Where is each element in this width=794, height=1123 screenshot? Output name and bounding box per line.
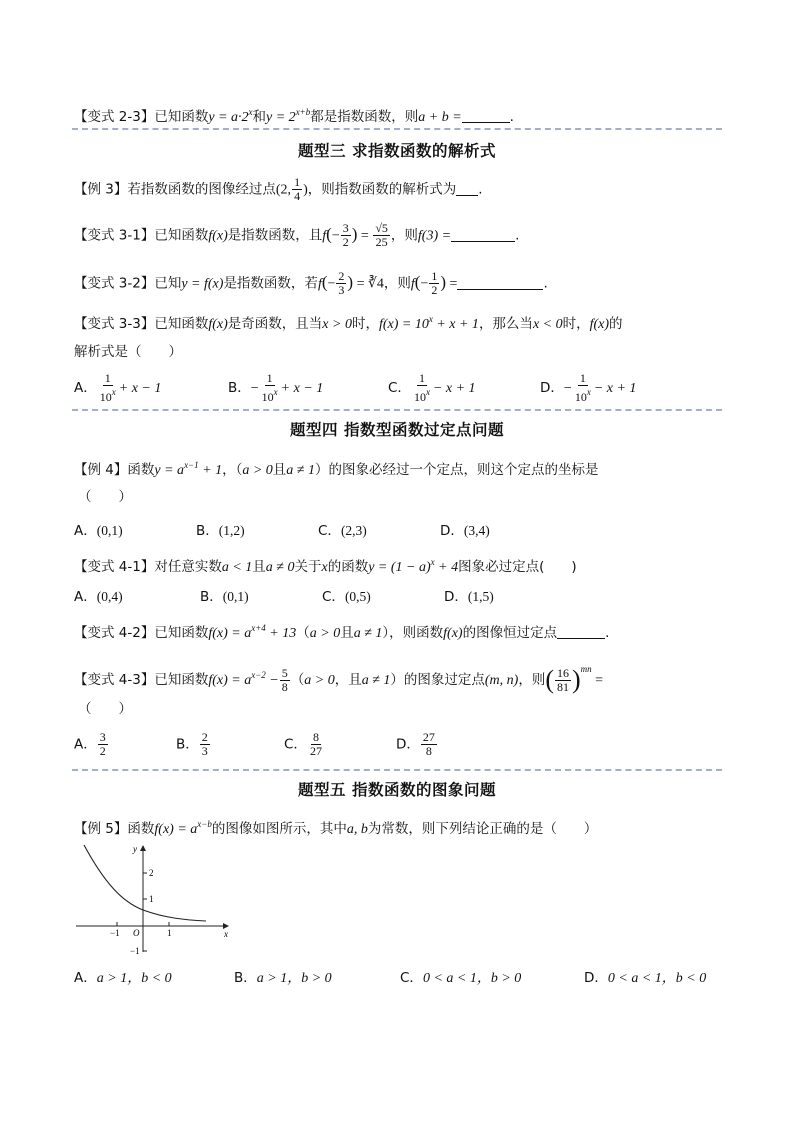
fraction: $\frac{1}{4}$ bbox=[294, 175, 301, 203]
y-label: y bbox=[133, 844, 137, 854]
option-d[interactable]: D．(1,5) bbox=[444, 589, 494, 605]
section-heading-3: 题型三 求指数函数的解析式 bbox=[298, 142, 496, 160]
option-a[interactable]: A． $\frac{1}{10^x}$ + x − 1 bbox=[74, 371, 162, 404]
option-c[interactable]: C． $\frac{8}{27}$ bbox=[284, 730, 322, 758]
answer-blank[interactable] bbox=[557, 626, 605, 639]
variant-4-2: 【变式 4-2】已知函数$f(x) = a^{x+4} + 13(a > 0$且a ≠ 1），则函数f(x)的图像恒过定点 . bbox=[74, 623, 610, 641]
example-label: 【例 5】 bbox=[74, 821, 128, 837]
question-stem-line2: （ ） bbox=[78, 489, 132, 505]
variant-4-3: 【变式 4-3】已知函数$f(x) = a^{x-2}$ − $\frac{5}{8}$ （a > 0，且a ≠ 1）的图象过定点(m, n)，则( $\frac{16}{81}$ )$^{mn}$ = bbox=[74, 664, 604, 694]
variant-label: 【变式 2-3】 bbox=[74, 109, 155, 125]
option-b[interactable]: B．a > 1，b > 0 bbox=[234, 970, 332, 986]
option-d[interactable]: D．− $\frac{1}{10^x}$ − x + 1 bbox=[540, 371, 637, 404]
formula: f(x) bbox=[208, 228, 228, 244]
variant-label: 【变式 3-3】 bbox=[74, 316, 155, 332]
example-3: 【例 3】若指数函数的图像经过点(2, $\frac{1}{4}$ )，则指数函数的解析式为 . bbox=[74, 175, 483, 203]
example-5: 【例 5】函数$f(x) = a^{x-b}$的图像如图所示，其中a, b为常数，则下列结论正确的是（ ） bbox=[74, 819, 598, 837]
variant-3-3: 【变式 3-3】已知函数f(x)是奇函数，且当x > 0时，$f(x) = 10^x + x + 1$，那么当x < 0时，f(x)的 bbox=[74, 314, 623, 332]
divider bbox=[72, 409, 722, 411]
variant-3-2: 【变式 3-2】已知y = f(x)是指数函数，若f(− $\frac{2}{3}$ ) = ∛4，则f(− $\frac{1}{2}$ ) = . bbox=[74, 269, 548, 297]
option-d[interactable]: D．0 < a < 1，b < 0 bbox=[584, 970, 707, 986]
formula: x > 0 bbox=[322, 317, 352, 332]
variant-label: 【变式 4-1】 bbox=[74, 559, 155, 575]
answer-blank[interactable] bbox=[457, 277, 543, 290]
formula: x < 0 bbox=[532, 317, 563, 332]
tick-y-neg1: −1 bbox=[130, 946, 140, 956]
tick-y-1: 1 bbox=[149, 894, 154, 904]
exponential-graph bbox=[70, 842, 235, 957]
formula: f bbox=[410, 276, 415, 292]
tick-x-neg1: −1 bbox=[110, 928, 120, 938]
option-b[interactable]: B．(0,1) bbox=[200, 589, 249, 605]
formula: f(x) bbox=[208, 317, 228, 332]
answer-blank[interactable] bbox=[462, 110, 510, 123]
example-4: 【例 4】函数$y = a^{x-1} + 1$，（a > 0且a ≠ 1）的图象必经过一个定点，则这个定点的坐标是 bbox=[74, 460, 599, 478]
divider bbox=[72, 769, 722, 771]
variant-2-3: 【变式 2-3】已知函数$y = a\cdot 2^x$和$y = 2^{x+b}$都是指数函数，则a + b = . bbox=[74, 107, 514, 125]
formula: a + b = bbox=[418, 110, 462, 125]
option-c[interactable]: C．(2,3) bbox=[318, 523, 367, 539]
formula: $f(x) = a^{x-b}$ bbox=[154, 819, 212, 837]
formula: $f(x) = a^{x+4} + 13$ bbox=[208, 623, 297, 641]
exponential-curve bbox=[84, 845, 206, 921]
section-heading-5: 题型五 指数函数的图象问题 bbox=[298, 781, 496, 799]
section-heading-4: 题型四 指数型函数过定点问题 bbox=[290, 421, 504, 439]
formula: $y = (1 - a)^x + 4$ bbox=[368, 557, 459, 575]
option-d[interactable]: D．(3,4) bbox=[440, 523, 490, 539]
variant-label: 【变式 4-3】 bbox=[74, 672, 155, 688]
example-label: 【例 4】 bbox=[74, 462, 128, 478]
origin-label: O bbox=[133, 928, 140, 938]
formula: $f(x) = 10^x + x + 1$ bbox=[378, 314, 479, 332]
formula: $y = a^{x-1} + 1$ bbox=[154, 460, 223, 478]
point: (2, bbox=[275, 182, 292, 198]
formula: y = f(x) bbox=[181, 276, 224, 292]
answer-blank[interactable] bbox=[451, 229, 515, 242]
x-label: x bbox=[224, 929, 228, 939]
variant-4-1: 【变式 4-1】对任意实数a < 1且a ≠ 0关于x的函数$y = (1 - a)^x + 4$图象必过定点( ) bbox=[74, 557, 577, 575]
formula: f(3) = bbox=[417, 228, 452, 244]
formula: $y = a\cdot 2^x$ bbox=[208, 107, 253, 125]
option-d[interactable]: D． $\frac{27}{8}$ bbox=[396, 730, 435, 758]
option-a[interactable]: A．(0,1) bbox=[74, 523, 123, 539]
question-stem-line2: （ ） bbox=[78, 701, 132, 717]
option-a[interactable]: A．(0,4) bbox=[74, 589, 123, 605]
tick-y-2: 2 bbox=[149, 868, 154, 878]
formula: f(x) bbox=[589, 317, 610, 332]
formula: $f(x) = a^{x-2}$ − bbox=[208, 670, 279, 688]
option-b[interactable]: B． $\frac{2}{3}$ bbox=[176, 730, 208, 758]
formula: $y = 2^{x+b}$ bbox=[266, 107, 311, 125]
option-c[interactable]: C．0 < a < 1，b > 0 bbox=[400, 970, 522, 986]
option-b[interactable]: B．(1,2) bbox=[196, 523, 245, 539]
example-label: 【例 3】 bbox=[74, 181, 128, 198]
option-a[interactable]: A．a > 1，b < 0 bbox=[74, 970, 172, 986]
variant-3-1: 【变式 3-1】已知函数f(x)是指数函数，且f(− $\frac{3}{2}$ ) = $\frac{√5}{25}$ ，则f(3) = . bbox=[74, 221, 520, 249]
formula: f bbox=[317, 276, 322, 292]
option-c[interactable]: C．(0,5) bbox=[322, 589, 371, 605]
option-c[interactable]: C． $\frac{1}{10^x}$ − x + 1 bbox=[388, 371, 476, 404]
variant-label: 【变式 3-1】 bbox=[74, 227, 155, 244]
divider bbox=[72, 128, 722, 130]
variant-label: 【变式 4-2】 bbox=[74, 625, 155, 641]
option-b[interactable]: B．− $\frac{1}{10^x}$ + x − 1 bbox=[228, 371, 324, 404]
option-a[interactable]: A． $\frac{3}{2}$ bbox=[74, 730, 106, 758]
tick-x-1: 1 bbox=[167, 928, 172, 938]
question-stem-line2: 解析式是（ ） bbox=[74, 344, 182, 360]
answer-blank[interactable] bbox=[456, 183, 478, 196]
variant-label: 【变式 3-2】 bbox=[74, 275, 155, 292]
formula: f bbox=[322, 228, 327, 244]
